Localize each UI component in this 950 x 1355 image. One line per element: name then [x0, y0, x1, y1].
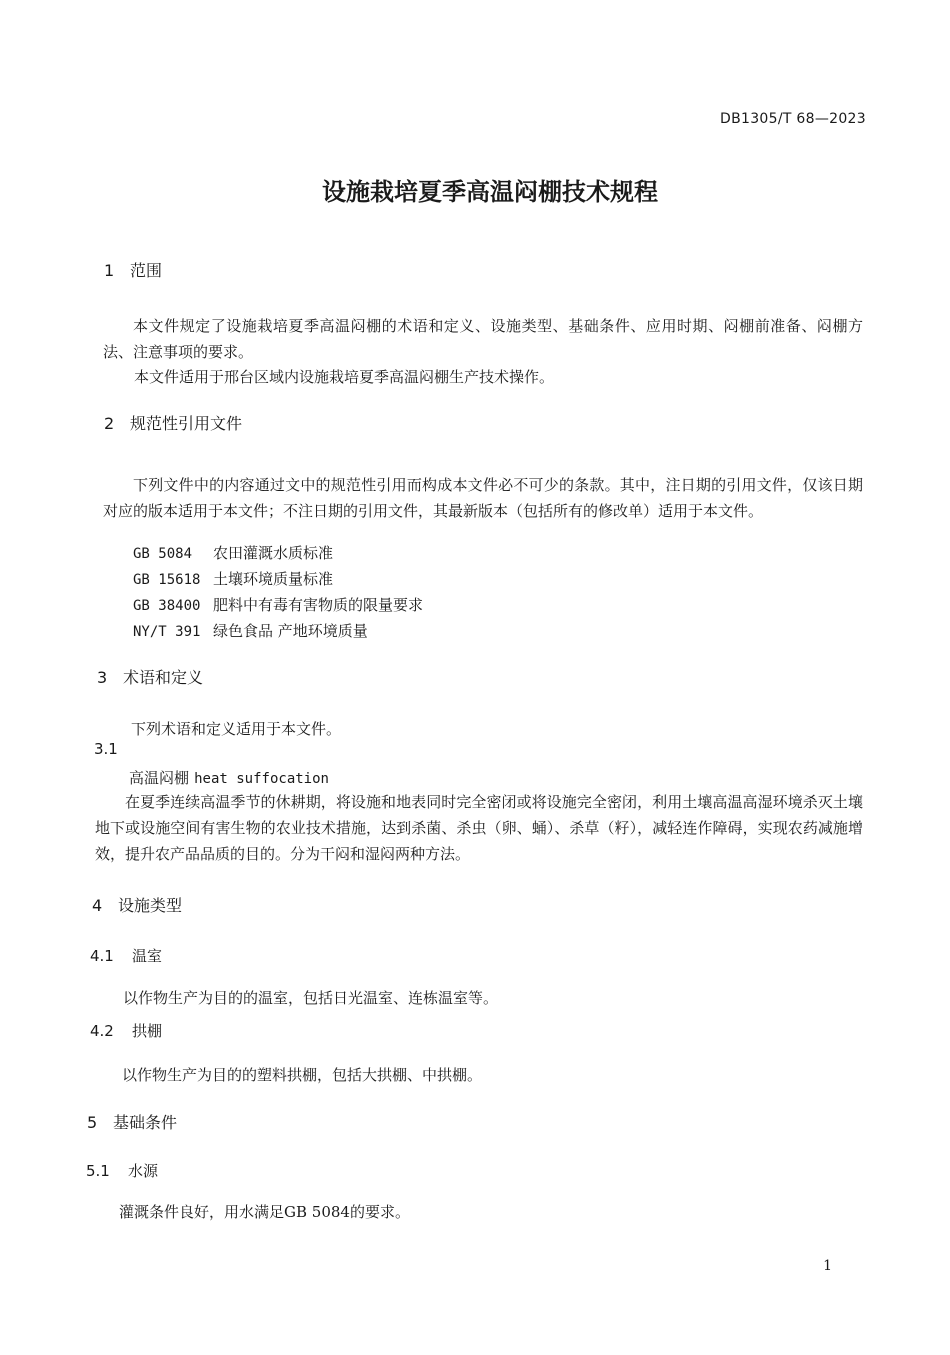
document-number: DB1305/T 68—2023: [720, 111, 866, 127]
page-number: 1: [823, 1258, 832, 1274]
subsection-5-1-text: 灌溉条件良好，用水满足GB 5084的要求。: [119, 1203, 410, 1221]
subsection-title: 温室: [132, 947, 163, 965]
reference-item: [133, 566, 333, 592]
section-title: 基础条件: [113, 1113, 178, 1132]
reference-code: GB 38400: [133, 598, 201, 614]
subsection-number: 4.2: [90, 1022, 114, 1040]
subsection-4-2-text: 以作物生产为目的的塑料拱棚，包括大拱棚、中拱棚。: [122, 1066, 483, 1084]
subsection-4-2-heading: [90, 1020, 162, 1041]
section-3-heading: [97, 665, 203, 688]
section-number: 2: [104, 414, 115, 433]
section-title: 设施类型: [118, 896, 183, 915]
term-english: heat suffocation: [194, 771, 329, 787]
section-title: 规范性引用文件: [130, 414, 243, 433]
section-1-paragraph-2: 本文件适用于邢台区域内设施栽培夏季高温闷棚生产技术操作。: [134, 368, 555, 386]
section-3-intro: 下列术语和定义适用于本文件。: [131, 720, 342, 738]
reference-code: NY/T 391: [133, 624, 201, 640]
subsection-title: 拱棚: [132, 1022, 163, 1040]
subsection-3-1-number: 3.1: [94, 740, 118, 758]
reference-code: GB 15618: [133, 572, 201, 588]
section-number: 3: [97, 668, 108, 687]
reference-name: 肥料中有毒有害物质的限量要求: [213, 596, 424, 614]
subsection-number: 5.1: [86, 1162, 110, 1180]
section-2-heading: [104, 411, 242, 434]
section-2-paragraph-1: 下列文件中的内容通过文中的规范性引用而构成本文件必不可少的条款。其中，注日期的引用文件，仅该日期对应的版本适用于本文件；不注日期的引用文件，其最新版本（包括所有的修改单）适用于本文件。: [103, 476, 863, 520]
reference-item: [133, 592, 423, 618]
section-title: 术语和定义: [123, 668, 204, 687]
subsection-4-1-heading: [90, 945, 162, 966]
term-entry: [129, 767, 329, 788]
term-definition: 在夏季连续高温季节的休耕期，将设施和地表同时完全密闭或将设施完全密闭，利用土壤高温高湿环境杀灭土壤地下或设施空间有害生物的农业技术措施，达到杀菌、杀虫（卵、蛹）、杀草（籽），减轻连作障碍，实现农药减施增效，提升农产品品质的目的。分为干闷和湿闷两种方法。: [95, 793, 863, 863]
section-1-heading: [104, 258, 162, 281]
reference-item: [133, 618, 368, 644]
reference-name: 农田灌溉水质标准: [213, 544, 334, 562]
subsection-4-1-text: 以作物生产为目的的温室，包括日光温室、连栋温室等。: [123, 989, 499, 1007]
reference-item: [133, 540, 333, 566]
section-title: 范围: [130, 261, 163, 280]
section-number: 5: [87, 1113, 98, 1132]
subsection-title: 水源: [128, 1162, 159, 1180]
section-number: 4: [92, 896, 103, 915]
section-1-paragraph-1: 本文件规定了设施栽培夏季高温闷棚的术语和定义、设施类型、基础条件、应用时期、闷棚前准备、闷棚方法、注意事项的要求。: [103, 317, 863, 361]
reference-name: 土壤环境质量标准: [213, 570, 334, 588]
term-chinese: 高温闷棚: [129, 769, 190, 787]
subsection-number: 4.1: [90, 947, 114, 965]
section-number: 1: [104, 261, 115, 280]
reference-code: GB 5084: [133, 546, 193, 562]
section-4-heading: [92, 893, 182, 916]
reference-name: 绿色食品 产地环境质量: [213, 622, 368, 640]
section-5-heading: [87, 1110, 177, 1133]
subsection-5-1-heading: [86, 1160, 158, 1181]
document-title: 设施栽培夏季高温闷棚技术规程: [322, 178, 658, 206]
